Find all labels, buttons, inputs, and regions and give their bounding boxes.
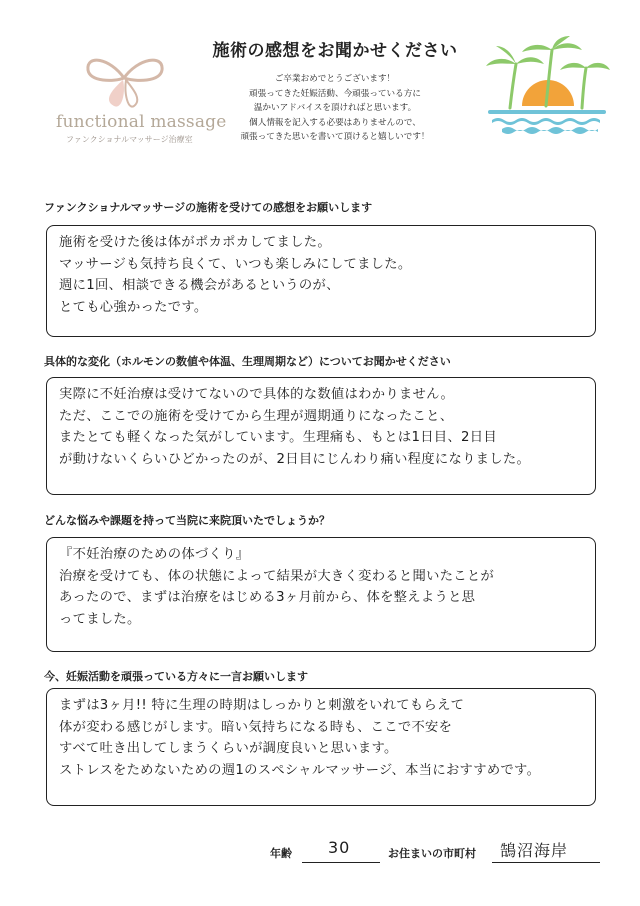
question-changes: 具体的な変化（ホルモンの数値や体温、生理周期など）についてお聞かせください [44, 355, 451, 368]
city-underline [492, 862, 600, 863]
answer-line: まずは3ヶ月!! 特に生理の時期はしっかりと刺激をいれてもらえて [59, 698, 465, 713]
answer-line: またとても軽くなった気がしています。生理痛も、もとは1日目、2日目 [59, 430, 497, 445]
intro-line: ご卒業おめでとうございます！ [274, 74, 396, 84]
answer-line: ストレスをためないための週1のスペシャルマッサージ、本当におすすめです。 [59, 762, 541, 778]
city-label: お住まいの市町村 [388, 847, 476, 860]
answer-box-concerns [46, 537, 596, 652]
question-concerns: どんな悩みや課題を持って当院に来院頂いたでしょうか？ [44, 514, 330, 527]
answer-line: あったので、まずは治療をはじめる3ヶ月前から、体を整えようと思 [59, 590, 476, 605]
page-title: 施術の感想をお聞かせください [212, 41, 458, 61]
answer-line: 体が変わる感じがします。暗い気持ちになる時も、ここで不安を [59, 719, 453, 735]
answer-line: 治療を受けても、体の状態によって結果が大きく変わると聞いたことが [59, 568, 495, 584]
answer-line: 施術を受けた後は体がポカポカしてました。 [59, 235, 331, 250]
question-message: 今、妊娠活動を頑張っている方々に一言お願いします [44, 670, 308, 683]
butterfly-icon [80, 48, 170, 110]
answer-line: マッサージも気持ち良くて、いつも楽しみにしてました。 [59, 256, 412, 272]
answer-line: すべて吐き出してしまうくらいが調度良いと思います。 [59, 741, 398, 756]
answer-line: 週に1回、相談できる機会があるというのが、 [59, 278, 340, 293]
age-label: 年齢 [270, 847, 292, 860]
answer-line: 『不妊治療のための体づくり』 [59, 547, 250, 562]
age-value: 30 [328, 838, 351, 857]
city-value: 鵠沼海岸 [500, 841, 569, 860]
intro-line: 個人情報を記入する必要はありませんので、 [249, 117, 421, 128]
answer-line: 実際に不妊治療は受けてないので具体的な数値はわかりません。 [59, 387, 455, 402]
answer-box-changes [46, 377, 596, 495]
intro-line: 頑張ってきた妊娠活動、今頑張っている方に [249, 88, 421, 99]
answer-line: ってました。 [59, 611, 141, 627]
intro-line: 温かいアドバイスを頂ければと思います。 [253, 103, 417, 114]
intro-message [205, 72, 465, 145]
clinic-logo [52, 48, 227, 148]
answer-line: ただ、ここでの施術を受けてから生理が週期通りになったこと、 [59, 408, 454, 424]
age-underline [302, 862, 380, 863]
answer-line: が動けないくらいひどかったのが、2日目にじんわり痛い程度になりました。 [59, 451, 531, 467]
answer-box-message [46, 688, 596, 806]
palm-beach-illustration [482, 36, 610, 136]
answer-box-impression [46, 225, 596, 337]
answer-line: とても心強かったです。 [59, 299, 208, 315]
logo-name: functional massage [56, 112, 227, 132]
logo-subtitle: ファンクショナルマッサージ治療室 [66, 135, 193, 144]
question-impression: ファンクショナルマッサージの施術を受けての感想をお願いします [44, 201, 373, 214]
intro-line: 頑張ってきた思いを書いて頂けると嬉しいです！ [240, 132, 430, 143]
